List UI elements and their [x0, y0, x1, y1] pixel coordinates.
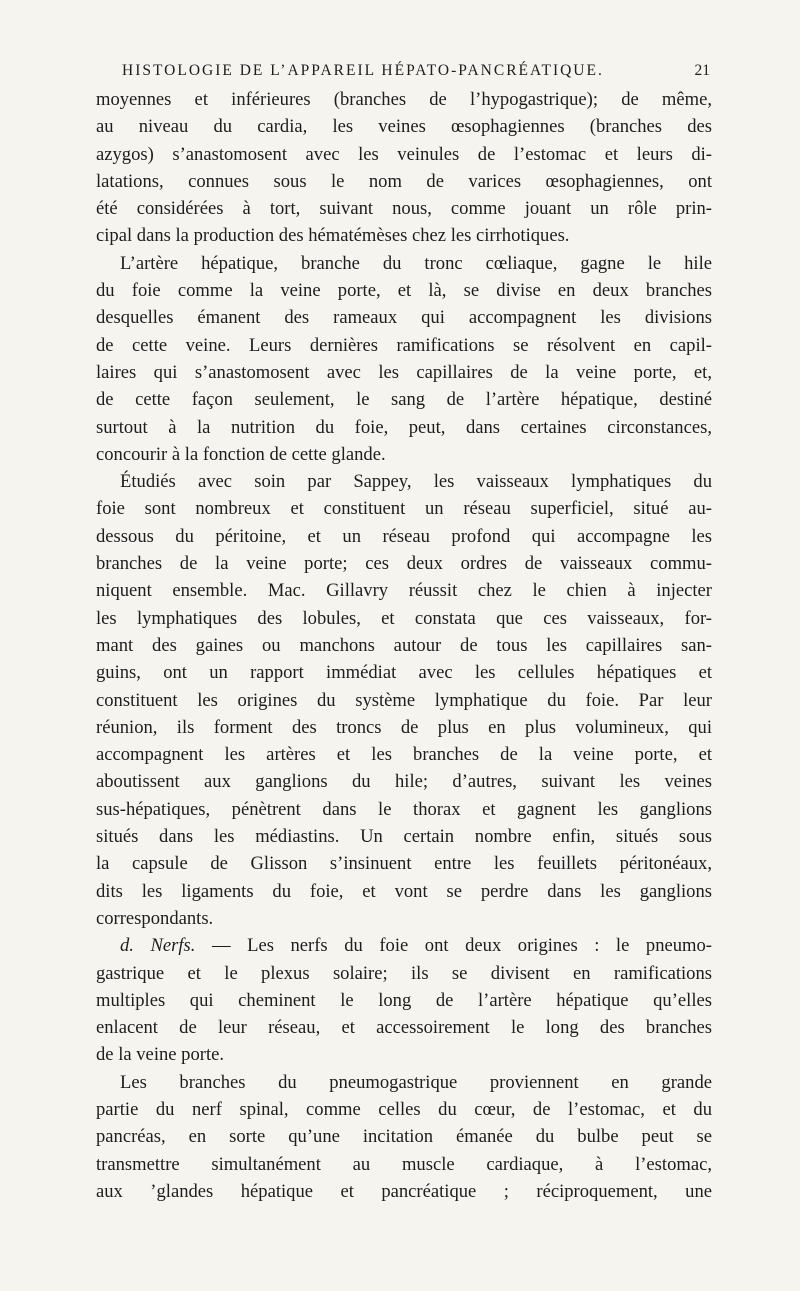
text-line: azygos) s’anastomosent avec les veinules de l’estomac et leurs di-	[96, 143, 712, 165]
text-line: du foie comme la veine porte, et là, se divise en deux branches	[96, 280, 712, 302]
text-line: la capsule de Glisson s’insinuent entre les feuillets péritonéaux,	[96, 853, 712, 875]
text-line: branches de la veine porte; ces deux ordres de vaisseaux commu-	[96, 553, 712, 575]
text-line: gastrique et le plexus solaire; ils se divisent en ramifications	[96, 962, 712, 984]
text-line: d. Nerfs. — Les nerfs du foie ont deux origines : le pneumo-	[120, 935, 712, 957]
text-line: Les branches du pneumogastrique proviennent en grande	[120, 1071, 712, 1093]
text-line: partie du nerf spinal, comme celles du cœur, de l’estomac, et du	[96, 1098, 712, 1120]
text-line: L’artère hépatique, branche du tronc cœliaque, gagne le hile	[120, 252, 712, 274]
text-line: guins, ont un rapport immédiat avec les cellules hépatiques et	[96, 662, 712, 684]
text-line: moyennes et inférieures (branches de l’hypogastrique); de même,	[96, 89, 712, 110]
text-line: laires qui s’anastomosent avec les capillaires de la veine porte, et,	[96, 361, 712, 383]
text-line: situés dans les médiastins. Un certain nombre enfin, situés sous	[96, 826, 712, 848]
text-line: constituent les origines du système lymphatique du foie. Par leur	[96, 689, 712, 711]
page-number: 21	[694, 62, 710, 79]
text-line: concourir à la fonction de cette glande.	[96, 443, 386, 465]
text-line: foie sont nombreux et constituent un réseau superficiel, situé au-	[96, 498, 712, 520]
text-line: transmettre simultanément au muscle cardiaque, à l’estomac,	[96, 1153, 712, 1175]
text-line: dessous du péritoine, et un réseau profond qui accompagne les	[96, 525, 712, 547]
text-line: de cette façon seulement, le sang de l’artère hépatique, destiné	[96, 389, 712, 411]
text-line: de la veine porte.	[96, 1044, 225, 1066]
text-line: de cette veine. Leurs dernières ramifications se résolvent en capil-	[96, 334, 712, 356]
text-line: latations, connues sous le nom de varices œsophagiennes, ont	[96, 170, 712, 192]
text-line: aux ’glandes hépatique et pancréatique ; réciproquement, une	[96, 1180, 712, 1202]
text-line: accompagnent les artères et les branches de la veine porte, et	[96, 744, 712, 766]
text-line: pancréas, en sorte qu’une incitation émanée du bulbe peut se	[96, 1126, 712, 1148]
text-line: été considérées à tort, suivant nous, comme jouant un rôle prin-	[96, 198, 712, 220]
text-line: aboutissent aux ganglions du hile; d’autres, suivant les veines	[96, 771, 712, 793]
text-line: les lymphatiques des lobules, et constata que ces vaisseaux, for-	[96, 607, 712, 629]
text-line: cipal dans la production des hématémèses chez les cirrhotiques.	[96, 225, 570, 247]
text-line: dits les ligaments du foie, et vont se perdre dans les ganglions	[96, 880, 712, 902]
text-line: mant des gaines ou manchons autour de tous les capillaires san-	[96, 634, 712, 656]
text-line: desquelles émanent des rameaux qui accompagnent les divisions	[96, 307, 712, 329]
text-line: multiples qui cheminent le long de l’artère hépatique qu’elles	[96, 989, 712, 1011]
section-marker: d. Nerfs.	[120, 935, 196, 957]
page-header	[122, 62, 710, 86]
text-line: correspondants.	[96, 907, 214, 929]
text-line: au niveau du cardia, les veines œsophagiennes (branches des	[96, 116, 712, 138]
text-line: niquent ensemble. Mac. Gillavry réussit chez le chien à injecter	[96, 580, 712, 602]
text-line: réunion, ils forment des troncs de plus en plus volumineux, qui	[96, 716, 712, 738]
text-line: surtout à la nutrition du foie, peut, dans certaines circonstances,	[96, 416, 712, 438]
text-line: enlacent de leur réseau, et accessoirement le long des branches	[96, 1017, 712, 1039]
text-line: Étudiés avec soin par Sappey, les vaisseaux lymphatiques du	[120, 471, 712, 493]
body-text	[96, 86, 712, 1205]
text-line: sus-hépatiques, pénètrent dans le thorax et gagnent les ganglions	[96, 798, 712, 820]
running-title: HISTOLOGIE DE L’APPAREIL HÉPATO-PANCRÉATIQUE.	[122, 62, 604, 79]
